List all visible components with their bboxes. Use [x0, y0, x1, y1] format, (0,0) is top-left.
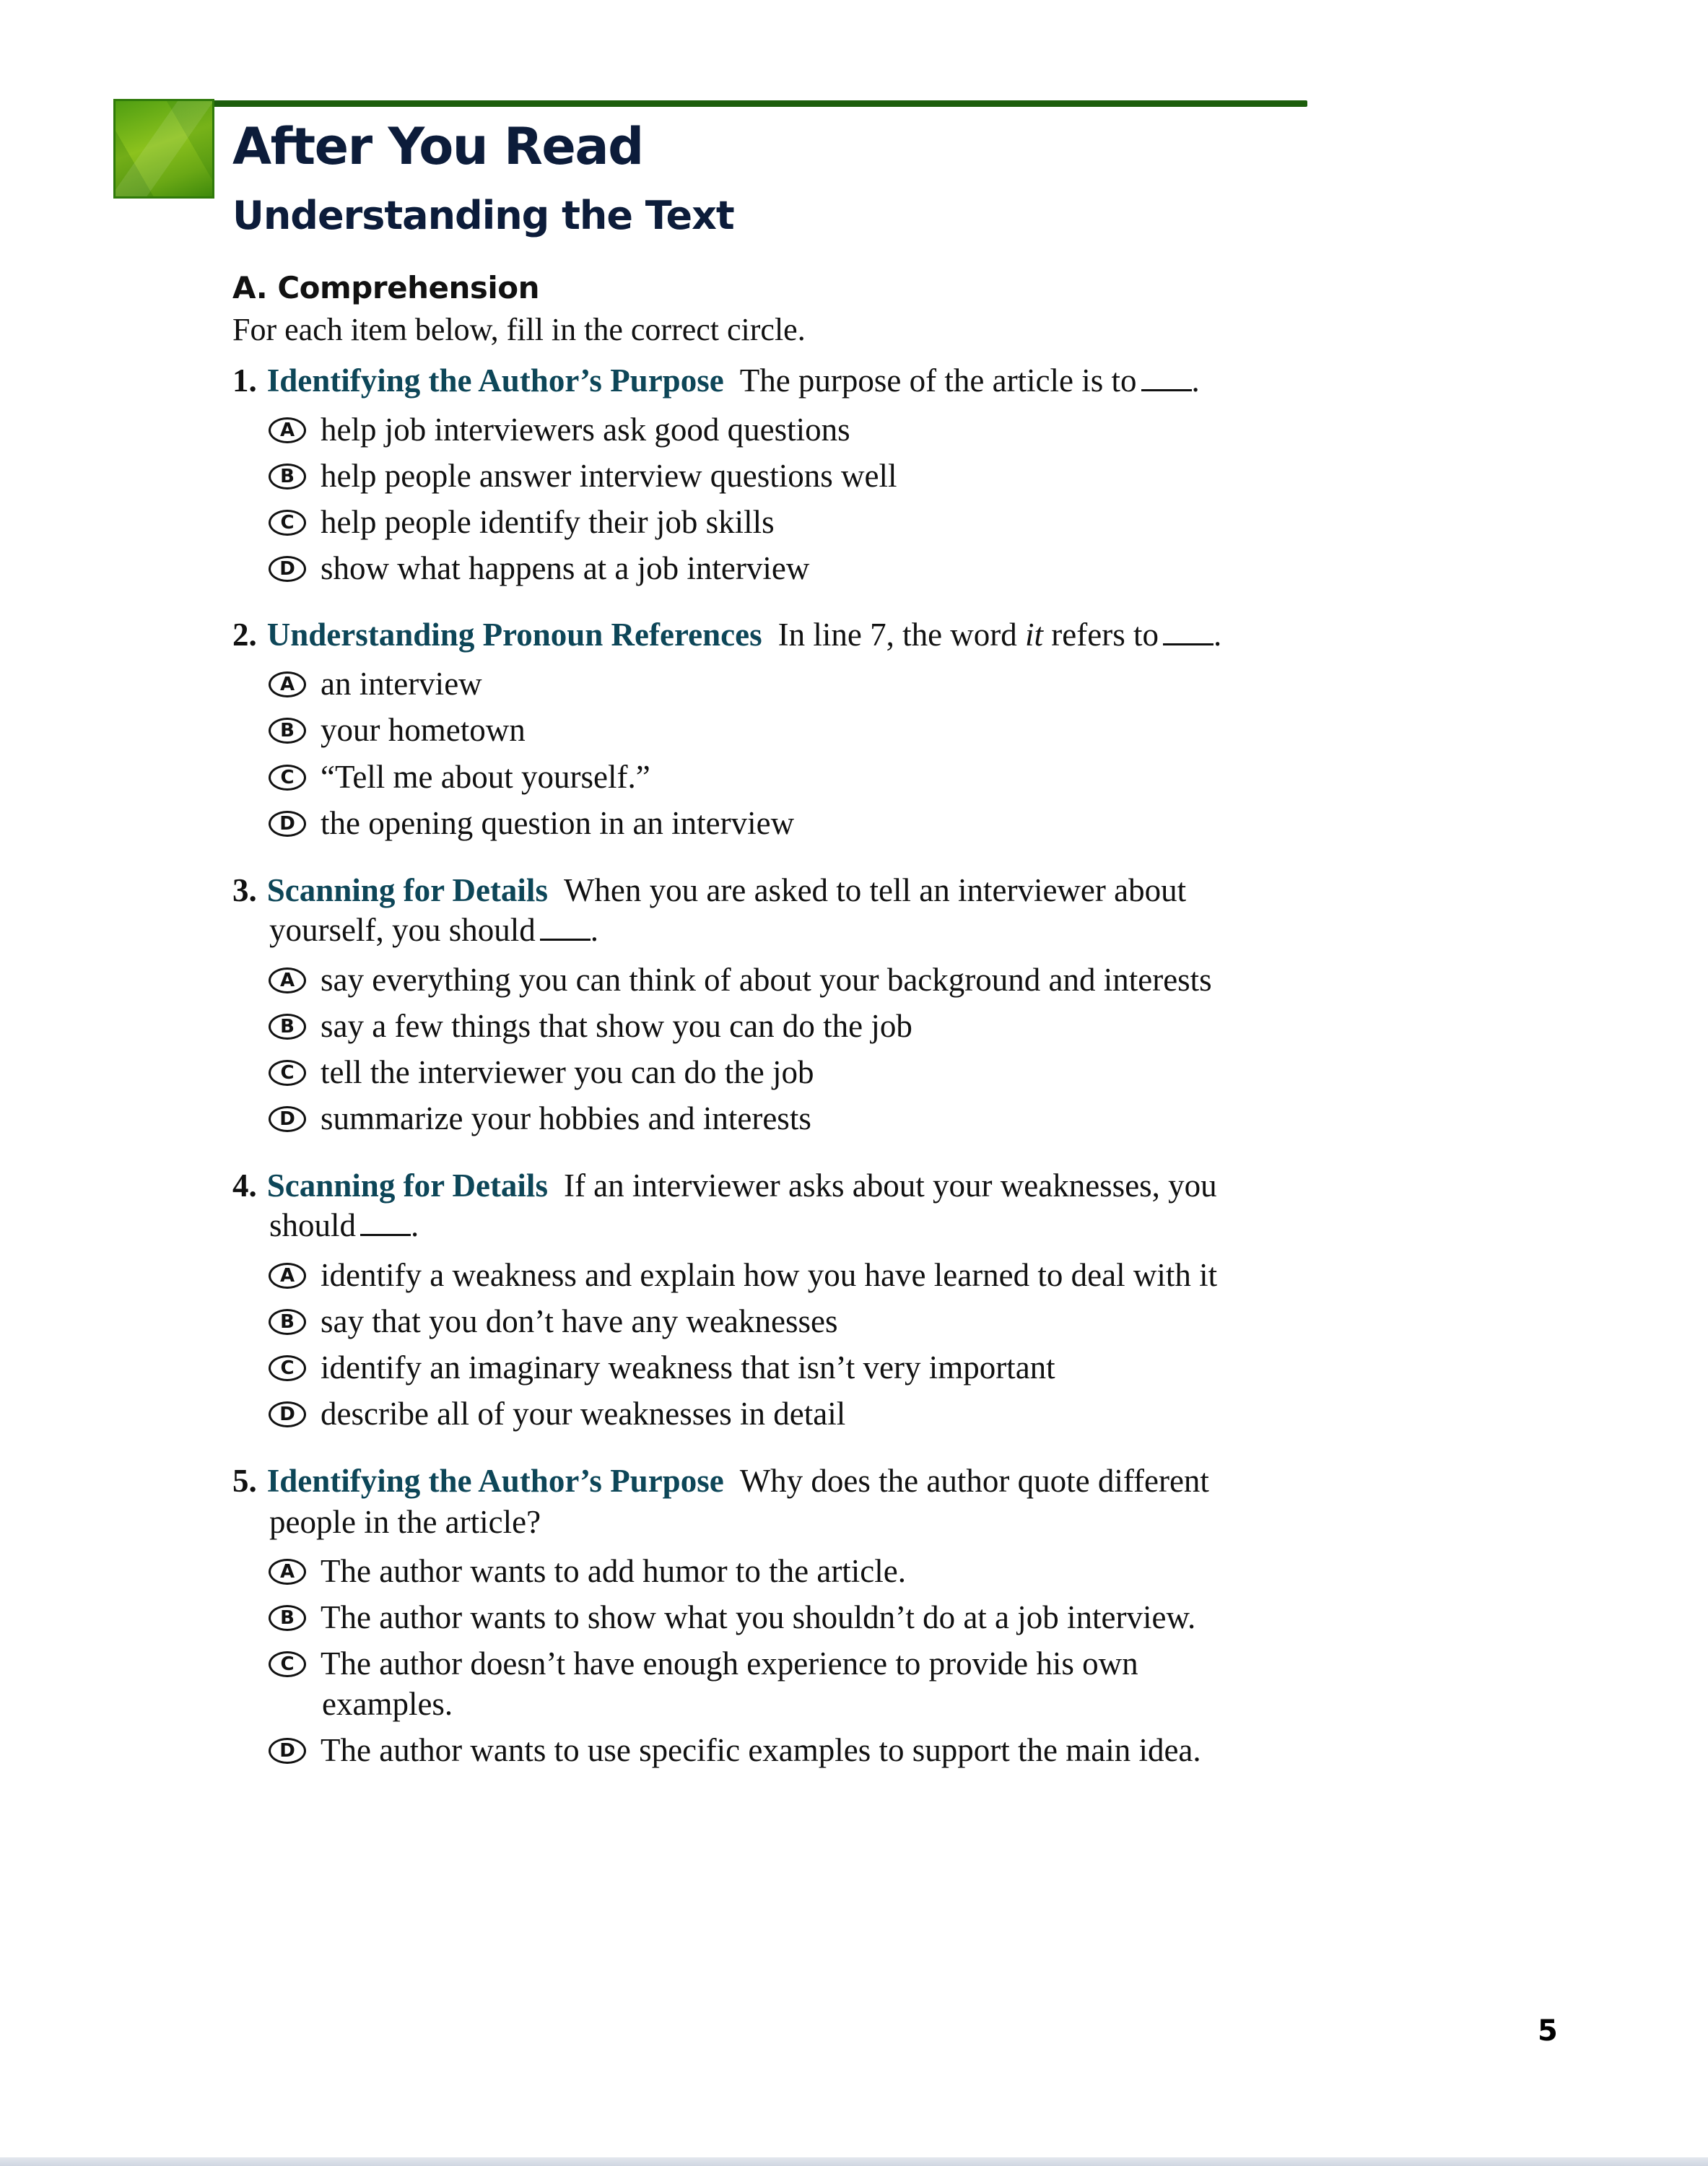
- question-number: 3.: [232, 872, 257, 908]
- option-3d[interactable]: [269, 1102, 811, 1135]
- stem-italic-word: it: [1025, 617, 1044, 653]
- question-stem: In line 7, the word: [777, 617, 1017, 653]
- option-4b[interactable]: [269, 1305, 837, 1338]
- stem-end: .: [411, 1207, 419, 1243]
- answer-bubble-icon[interactable]: A: [269, 1263, 306, 1289]
- option-text: an interview: [321, 666, 482, 702]
- question-stem-line2: people in the article?: [269, 1504, 541, 1540]
- question-3-line2: [269, 914, 598, 947]
- question-number: 4.: [232, 1167, 257, 1204]
- option-text: tell the interviewer you can do the job: [321, 1054, 814, 1090]
- option-5a[interactable]: [269, 1555, 906, 1588]
- answer-blank: [1141, 367, 1192, 391]
- question-number: 2.: [232, 617, 257, 653]
- question-4-line2: [269, 1209, 419, 1242]
- instructions: For each item below, fill in the correct circle.: [232, 312, 806, 347]
- question-stem: The purpose of the article is to: [739, 362, 1137, 399]
- option-text: help people identify their job skills: [321, 504, 775, 540]
- option-text: identify a weakness and explain how you have learned to deal with it: [321, 1257, 1218, 1293]
- question-stem-line2: yourself, you should: [269, 912, 536, 948]
- option-1c[interactable]: [269, 506, 775, 539]
- answer-bubble-icon[interactable]: A: [269, 417, 306, 443]
- option-2b[interactable]: [269, 714, 526, 747]
- option-text: show what happens at a job interview: [321, 550, 810, 586]
- question-stem: Why does the author quote different: [739, 1463, 1209, 1499]
- skill-label: Identifying the Author’s Purpose: [266, 362, 724, 399]
- option-text: The author wants to use specific examples to support the main idea.: [321, 1732, 1201, 1768]
- skill-label: Understanding Pronoun References: [266, 617, 762, 653]
- option-5c[interactable]: [269, 1645, 1138, 1682]
- option-2c[interactable]: [269, 761, 650, 793]
- page-bottom-edge: [0, 2157, 1708, 2166]
- page-subtitle: Understanding the Text: [232, 193, 734, 238]
- option-text: your hometown: [321, 712, 526, 748]
- answer-bubble-icon[interactable]: B: [269, 464, 306, 490]
- option-4a[interactable]: [269, 1259, 1217, 1292]
- question-5: [232, 1465, 1209, 1497]
- option-3b[interactable]: [269, 1010, 912, 1043]
- option-5d[interactable]: [269, 1734, 1201, 1767]
- question-stem-line2: should: [269, 1207, 357, 1243]
- section-decoration-icon: [113, 99, 214, 199]
- page-title: After You Read: [232, 117, 643, 176]
- option-3c[interactable]: [269, 1056, 814, 1089]
- answer-bubble-icon[interactable]: C: [269, 765, 306, 791]
- option-2d[interactable]: [269, 807, 794, 840]
- option-text: say everything you can think of about your background and interests: [321, 962, 1212, 998]
- option-5c-line2: examples.: [322, 1686, 453, 1722]
- option-text: help job interviewers ask good questions: [321, 412, 850, 448]
- answer-bubble-icon[interactable]: B: [269, 1605, 306, 1631]
- question-stem-after: refers to: [1051, 617, 1159, 653]
- answer-blank: [540, 917, 591, 941]
- option-text: help people answer interview questions well: [321, 458, 897, 494]
- question-number: 1.: [232, 362, 257, 399]
- answer-bubble-icon[interactable]: B: [269, 718, 306, 744]
- option-text: say a few things that show you can do the job: [321, 1008, 912, 1044]
- answer-blank: [1163, 622, 1214, 645]
- stem-end: .: [1213, 617, 1222, 653]
- option-text: The author wants to add humor to the article.: [321, 1553, 907, 1589]
- option-text: The author wants to show what you shouldn’t do at a job interview.: [321, 1599, 1196, 1635]
- option-1b[interactable]: [269, 460, 897, 492]
- option-text: say that you don’t have any weaknesses: [321, 1303, 838, 1339]
- answer-bubble-icon[interactable]: D: [269, 811, 306, 837]
- answer-bubble-icon[interactable]: A: [269, 967, 306, 993]
- option-5b[interactable]: [269, 1601, 1195, 1634]
- option-1d[interactable]: [269, 552, 809, 585]
- answer-bubble-icon[interactable]: B: [269, 1309, 306, 1335]
- skill-label: Identifying the Author’s Purpose: [266, 1463, 724, 1499]
- answer-bubble-icon[interactable]: D: [269, 1401, 306, 1427]
- section-heading: A. Comprehension: [232, 270, 540, 305]
- option-2a[interactable]: [269, 668, 482, 700]
- answer-bubble-icon[interactable]: D: [269, 1106, 306, 1132]
- question-3: [232, 874, 1186, 907]
- answer-bubble-icon[interactable]: C: [269, 1060, 306, 1086]
- question-stem: If an interviewer asks about your weaknesses, you: [563, 1167, 1217, 1204]
- header-rule: [113, 100, 1307, 107]
- page-number: 5: [1538, 2014, 1558, 2048]
- answer-bubble-icon[interactable]: C: [269, 1651, 306, 1677]
- option-text: describe all of your weaknesses in detail: [321, 1396, 846, 1432]
- option-text: identify an imaginary weakness that isn’t very important: [321, 1349, 1055, 1386]
- question-1: [232, 362, 1200, 399]
- answer-bubble-icon[interactable]: D: [269, 556, 306, 582]
- answer-bubble-icon[interactable]: A: [269, 1559, 306, 1585]
- answer-bubble-icon[interactable]: C: [269, 510, 306, 536]
- answer-bubble-icon[interactable]: B: [269, 1014, 306, 1040]
- question-2: [232, 619, 1221, 651]
- question-number: 5.: [232, 1463, 257, 1499]
- option-text: the opening question in an interview: [321, 805, 795, 841]
- question-stem: When you are asked to tell an interviewer about: [563, 872, 1187, 908]
- option-text: “Tell me about yourself.”: [321, 759, 650, 795]
- answer-bubble-icon[interactable]: A: [269, 671, 306, 697]
- option-1a[interactable]: [269, 414, 850, 446]
- skill-label: Scanning for Details: [266, 1167, 548, 1204]
- option-4c[interactable]: [269, 1349, 1055, 1386]
- option-3a[interactable]: [269, 964, 1212, 996]
- answer-blank: [360, 1212, 411, 1236]
- answer-bubble-icon[interactable]: C: [269, 1355, 306, 1381]
- stem-end: .: [590, 912, 598, 948]
- option-text: The author doesn’t have enough experience to provide his own: [321, 1645, 1138, 1682]
- option-text: summarize your hobbies and interests: [321, 1100, 811, 1136]
- question-5-line2: [269, 1506, 541, 1539]
- skill-label: Scanning for Details: [266, 872, 548, 908]
- answer-bubble-icon[interactable]: D: [269, 1738, 306, 1764]
- stem-end: .: [1191, 362, 1200, 399]
- question-4: [232, 1167, 1217, 1204]
- option-4d[interactable]: [269, 1398, 845, 1430]
